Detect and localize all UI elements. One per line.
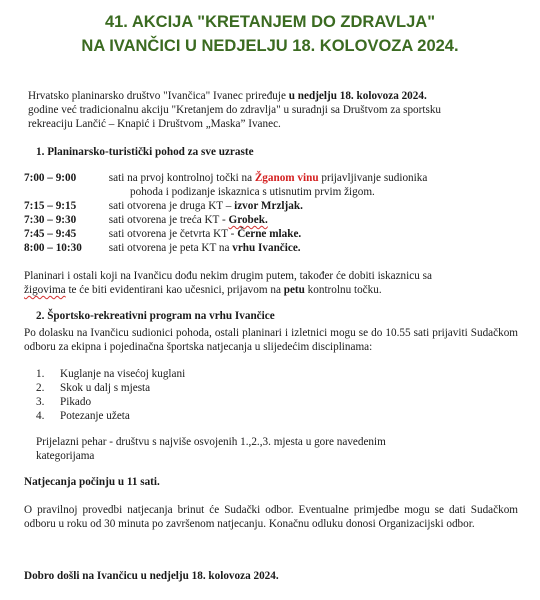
schedule-text: sati otvorena je treća KT - — [106, 214, 229, 226]
list-item — [36, 368, 185, 382]
list-number: 3. — [36, 396, 45, 408]
schedule-time: 8:00 – 10:30 — [24, 242, 82, 254]
section2-paragraph: Po dolasku na Ivančicu sudionici pohoda, ostali planinari i izletnici mogu se do 10.55 sati prijaviti Sudačkom odboru za ekipna i pojedinačna športska natjecanja u slijedećim disciplinama: — [24, 327, 518, 353]
schedule-row — [24, 200, 303, 214]
list-label: Potezanje užeta — [60, 410, 130, 422]
note-text: te će biti evidentirani kao učesnici, prijavom na — [65, 284, 284, 296]
schedule-time: 7:45 – 9:45 — [24, 228, 77, 240]
intro-date: u nedjelju 18. kolovoza 2024. — [288, 90, 427, 102]
schedule-row — [24, 242, 301, 256]
intro-text: Hrvatsko planinarsko društvo "Ivančica" Ivanec priređuje — [28, 90, 289, 102]
section1-heading: 1. Planinarsko-turistički pohod za sve uzraste — [36, 146, 254, 158]
schedule-location: izvor Mrzljak. — [234, 200, 303, 212]
list-number: 2. — [36, 382, 45, 394]
note-bold: petu — [283, 284, 305, 296]
schedule-location: Grobek. — [228, 214, 268, 226]
list-number: 4. — [36, 410, 45, 422]
schedule-location: vrhu Ivančice. — [232, 242, 301, 254]
schedule-time: 7:15 – 9:15 — [24, 200, 77, 212]
note-word: žigovima — [24, 284, 66, 296]
schedule-row — [24, 228, 301, 242]
trophy-line1: Prijelazni pehar - društvu s najviše osvojenih 1.,2.,3. mjesta u gore navedenim — [36, 436, 386, 448]
list-label: Kuglanje na visećoj kuglani — [60, 368, 186, 380]
schedule-text: sati otvorena je četvrta KT - — [106, 228, 238, 240]
schedule-time: 7:00 – 9:00 — [24, 172, 77, 184]
list-item — [36, 410, 130, 424]
document-title-line1: 41. AKCIJA "KRETANJEM DO ZDRAVLJA" — [104, 13, 436, 31]
schedule-text: sati otvorena je druga KT – — [106, 200, 235, 212]
rules-paragraph: O pravilnoj provedbi natjecanja brinut će Sudački odbor. Eventualne primjedbe mogu se dati Sudačkom odboru u roku od 30 minuta po završenom natjecanju. Konačnu odluku donosi Organizacijski odbor. — [24, 504, 518, 530]
schedule-row — [24, 172, 427, 186]
section1-note-line1: Planinari i ostali koji na Ivančicu dođu nekim drugim putem, također će dobiti iskaznicu sa — [24, 270, 432, 282]
welcome-line: Dobro došli na Ivančicu u nedjelju 18. kolovoza 2024. — [24, 570, 279, 582]
schedule-row-continued: pohoda i podizanje iskaznica s utisnutim prvim žigom. — [130, 186, 375, 198]
list-item — [36, 382, 150, 396]
list-label: Skok u dalj s mjesta — [60, 382, 151, 394]
schedule-text: sati otvorena je peta KT na — [106, 242, 233, 254]
schedule-text-end: prijavljivanje sudionika — [318, 172, 428, 184]
list-number: 1. — [36, 368, 45, 380]
document-title-line2: NA IVANČICI U NEDJELJU 18. KOLOVOZA 2024. — [81, 37, 459, 55]
schedule-row — [24, 214, 268, 228]
schedule-location: Černe mlake. — [237, 228, 302, 240]
schedule-text: sati na prvoj kontrolnoj točki na — [106, 172, 255, 184]
intro-line2: godine već tradicionalnu akciju "Kretanjem do zdravlja" u suradnji sa Društvom za sportsku — [28, 104, 442, 116]
intro-line3: rekreaciju Lančić – Knapić i Društvom „Maska” Ivanec. — [28, 118, 281, 130]
intro-line1 — [28, 90, 427, 104]
section1-note-line2 — [24, 284, 382, 298]
schedule-time: 7:30 – 9:30 — [24, 214, 77, 226]
list-label: Pikado — [60, 396, 92, 408]
list-item — [36, 396, 91, 410]
schedule-location-highlight: Žganom vinu — [254, 172, 319, 184]
competition-start: Natjecanja počinju u 11 sati. — [24, 476, 160, 488]
trophy-line2: kategorijama — [36, 450, 95, 462]
note-end: kontrolnu točku. — [304, 284, 382, 296]
section2-heading: 2. Športsko-rekreativni program na vrhu Ivančice — [36, 310, 275, 322]
